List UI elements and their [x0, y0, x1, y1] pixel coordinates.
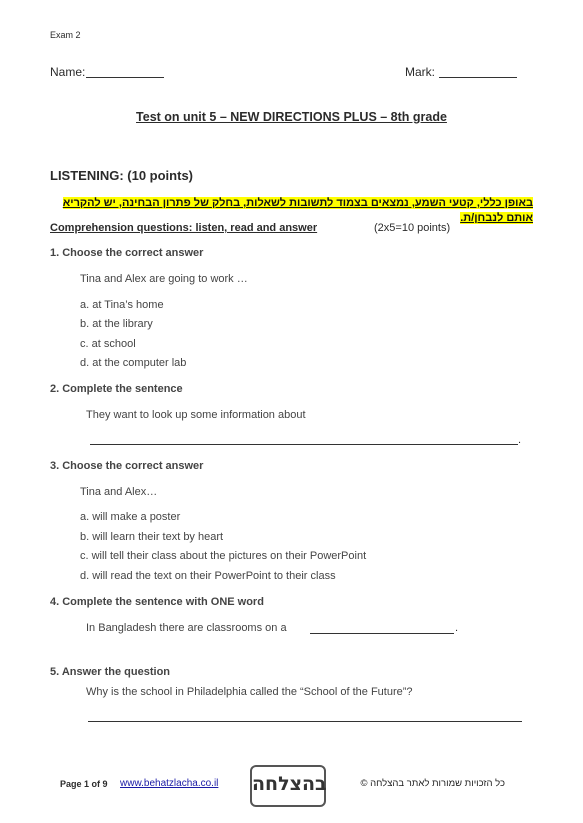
- logo-text: בהצלחה: [252, 773, 327, 795]
- q3-heading: 3. Choose the correct answer: [50, 460, 204, 472]
- q2-answer-line[interactable]: [90, 444, 518, 445]
- q3-option-a[interactable]: a. will make a poster: [80, 511, 181, 523]
- q2-stem: They want to look up some information about: [86, 409, 306, 421]
- q1-heading: 1. Choose the correct answer: [50, 247, 204, 259]
- mark-field[interactable]: [439, 77, 517, 78]
- page-title: Test on unit 5 – NEW DIRECTIONS PLUS – 8th grade: [136, 110, 447, 124]
- q5-stem: Why is the school in Philadelphia called the “School of the Future”?: [86, 686, 413, 698]
- page-number: Page 1 of 9: [60, 779, 108, 789]
- hebrew-note-text1: באופן כללי, קטעי השמע, נמצאים בצמוד לתשובות לשאלות, בחלק של פתרון הבחינה, יש להקריא: [62, 197, 533, 209]
- q4-end-mark: .: [455, 622, 459, 634]
- comprehension-label: Comprehension questions: listen, read and answer: [50, 222, 318, 234]
- q1-stem: Tina and Alex are going to work …: [80, 273, 248, 285]
- hebrew-note-line2: [460, 208, 533, 226]
- hebrew-note-text2: אותם לנבחן/ת.: [460, 212, 533, 224]
- q3-stem: Tina and Alex…: [80, 486, 158, 498]
- q1-option-a[interactable]: a. at Tina’s home: [80, 299, 164, 311]
- q1-option-c[interactable]: c. at school: [80, 338, 136, 350]
- q1-option-b[interactable]: b. at the library: [80, 318, 153, 330]
- q5-answer-line[interactable]: [88, 721, 522, 722]
- mark-label: Mark:: [405, 65, 435, 79]
- name-label: Name:: [50, 65, 86, 79]
- name-field[interactable]: [86, 77, 164, 78]
- points-note: (2x5=10 points): [374, 222, 451, 234]
- q4-stem: In Bangladesh there are classrooms on a: [86, 622, 287, 634]
- q3-option-c[interactable]: c. will tell their class about the pictures on their PowerPoint: [80, 550, 367, 562]
- q5-heading: 5. Answer the question: [50, 666, 171, 678]
- q3-option-d[interactable]: d. will read the text on their PowerPoint to their class: [80, 570, 336, 582]
- site-link-wrap: [120, 778, 218, 789]
- exam-label: Exam 2: [50, 30, 81, 40]
- behatzlacha-logo: [250, 765, 326, 807]
- q2-heading: 2. Complete the sentence: [50, 383, 183, 395]
- site-link[interactable]: www.behatzlacha.co.il: [120, 778, 219, 789]
- q1-option-d[interactable]: d. at the computer lab: [80, 357, 187, 369]
- q3-option-b[interactable]: b. will learn their text by heart: [80, 531, 224, 543]
- q4-answer-line[interactable]: [310, 633, 454, 634]
- listening-heading: LISTENING: (10 points): [50, 168, 193, 183]
- q4-heading: 4. Complete the sentence with ONE word: [50, 596, 264, 608]
- copyright-note: כל הזכויות שמורות לאתר בהצלחה ©: [360, 778, 505, 789]
- q2-end-mark: .: [518, 434, 522, 446]
